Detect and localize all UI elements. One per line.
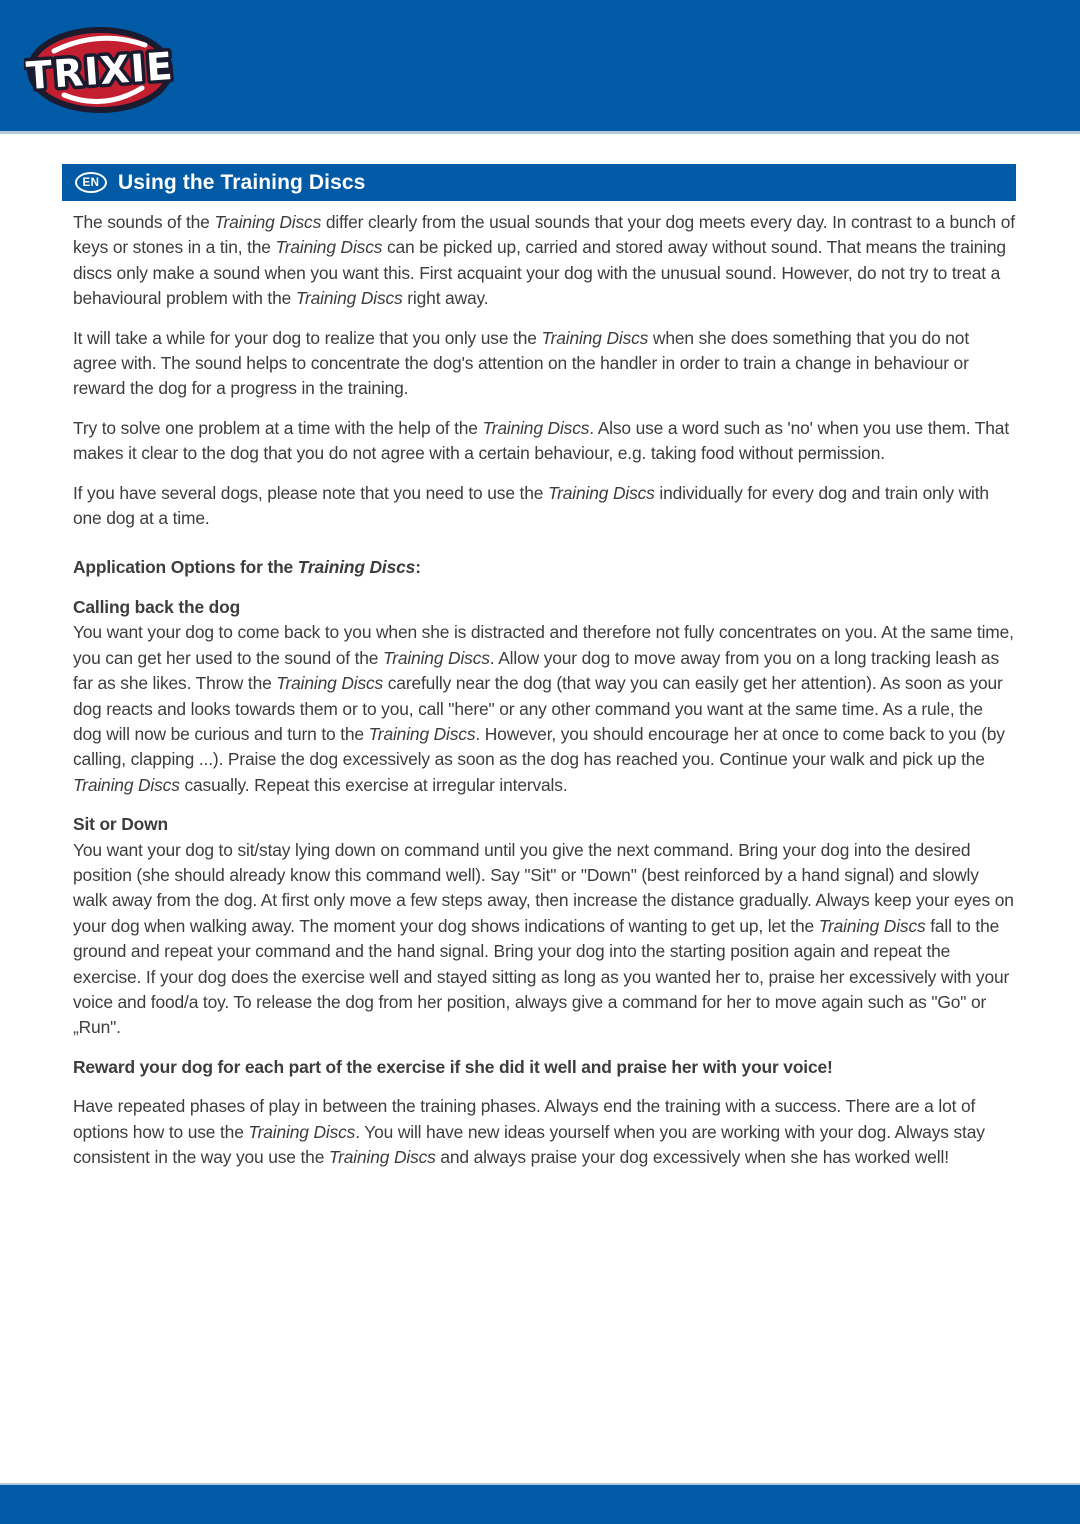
- product-name-italic: Training Discs: [818, 915, 926, 936]
- logo-wordmark: TRIXIE: [24, 43, 176, 99]
- paragraph: You want your dog to sit/stay lying down on command until you give the next command. Bring your dog into the desired position (she should already know this command well). Say "Sit" or "Down" (best reinforced by a hand signal) and slowly walk away from the dog. At first only move a few steps away, then increase the distance gradually. Always keep your eyes on your dog when walking away. The moment your dog shows indications of wanting to get up, let the Training Discs fall to the ground and repeat your command and the hand signal. Bring your dog into the starting position again and repeat the exercise. If your dog does the exercise well and stayed sitting as long as you wanted her to, praise her excessively with your voice and food/a toy. To release the dog from her position, always give a command for her to move again such as "Go" or „Run".: [73, 839, 1014, 1038]
- language-badge: EN: [75, 172, 107, 193]
- subsection-heading: Calling back the dog: [73, 596, 241, 617]
- section-heading: Application Options for the Training Discs:: [73, 557, 421, 578]
- product-name-italic: Training Discs: [295, 288, 403, 309]
- page-title: Using the Training Discs: [118, 170, 366, 194]
- product-name-italic: Training Discs: [368, 723, 476, 744]
- product-name-italic: Training Discs: [214, 212, 322, 232]
- product-name-italic: Training Discs: [73, 774, 180, 795]
- product-name-italic: Training Discs: [541, 327, 649, 348]
- paragraph: Have repeated phases of play in between the training phases. Always end the training with a success. There are a lot of options how to use the Training Discs. You will have new ideas yourself when you are working with your dog. Always stay consistent in the way you use the Training Discs and always praise your dog excessively when she has worked well!: [73, 1096, 985, 1167]
- product-name-italic: Training Discs: [482, 417, 590, 438]
- paragraph: If you have several dogs, please note that you need to use the Training Discs individually for every dog and train only with one dog at a time.: [73, 482, 989, 529]
- document-content: [0, 134, 1080, 1483]
- product-name-italic: Training Discs: [248, 1121, 356, 1142]
- paragraph: The sounds of the Training Discs differ clearly from the usual sounds that your dog meets every day. In contrast to a bunch of keys or stones in a tin, the Training Discs can be picked up, carried and stored away without sound. That means the training discs only make a sound when you want this. First acquaint your dog with the unusual sound. However, do not try to treat a behavioural problem with the Training Discs right away.: [73, 212, 1015, 309]
- product-name-italic: Training Discs: [275, 237, 383, 258]
- product-name-italic: Training Discs: [383, 647, 490, 668]
- document-body: [62, 201, 1015, 1170]
- trixie-logo: [24, 26, 176, 114]
- subsection-heading: Sit or Down: [73, 814, 168, 835]
- emphasis-paragraph: Reward your dog for each part of the exercise if she did it well and praise her with your voice!: [73, 1056, 833, 1077]
- product-name-italic: Training Discs: [328, 1147, 436, 1167]
- product-name-italic: Training Discs: [297, 557, 416, 578]
- product-name-italic: Training Discs: [276, 673, 384, 694]
- section-title-bar: [62, 164, 1016, 201]
- paragraph: You want your dog to come back to you when she is distracted and therefore not fully concentrates on you. At the same time, you can get her used to the sound of the Training Discs. Allow your dog to move away from you on a long tracking leash as far as she likes. Throw the Training Discs carefully near the dog (that way you can easily get her attention). As soon as your dog reacts and looks towards them or to you, call "here" or any other command you want at the same time. As a rule, the dog will now be curious and turn to the Training Discs. However, you should encourage her at once to come back to you (by calling, clapping ...). Praise the dog excessively as soon as the dog has reached you. Continue your walk and pick up the Training Discs casually. Repeat this exercise at irregular intervals.: [73, 622, 1014, 795]
- paragraph: It will take a while for your dog to realize that you only use the Training Discs when she does something that you do not agree with. The sound helps to concentrate the dog's attention on the handler in order to train a change in behaviour or reward the dog for a progress in the training.: [73, 327, 970, 399]
- product-name-italic: Training Discs: [547, 482, 655, 503]
- header-band: [0, 0, 1080, 134]
- paragraph: Try to solve one problem at a time with the help of the Training Discs. Also use a word such as 'no' when you use them. That makes it clear to the dog that you do not agree with a certain behaviour, e.g. taking food without permission.: [73, 417, 1009, 464]
- footer-band: [0, 1483, 1080, 1524]
